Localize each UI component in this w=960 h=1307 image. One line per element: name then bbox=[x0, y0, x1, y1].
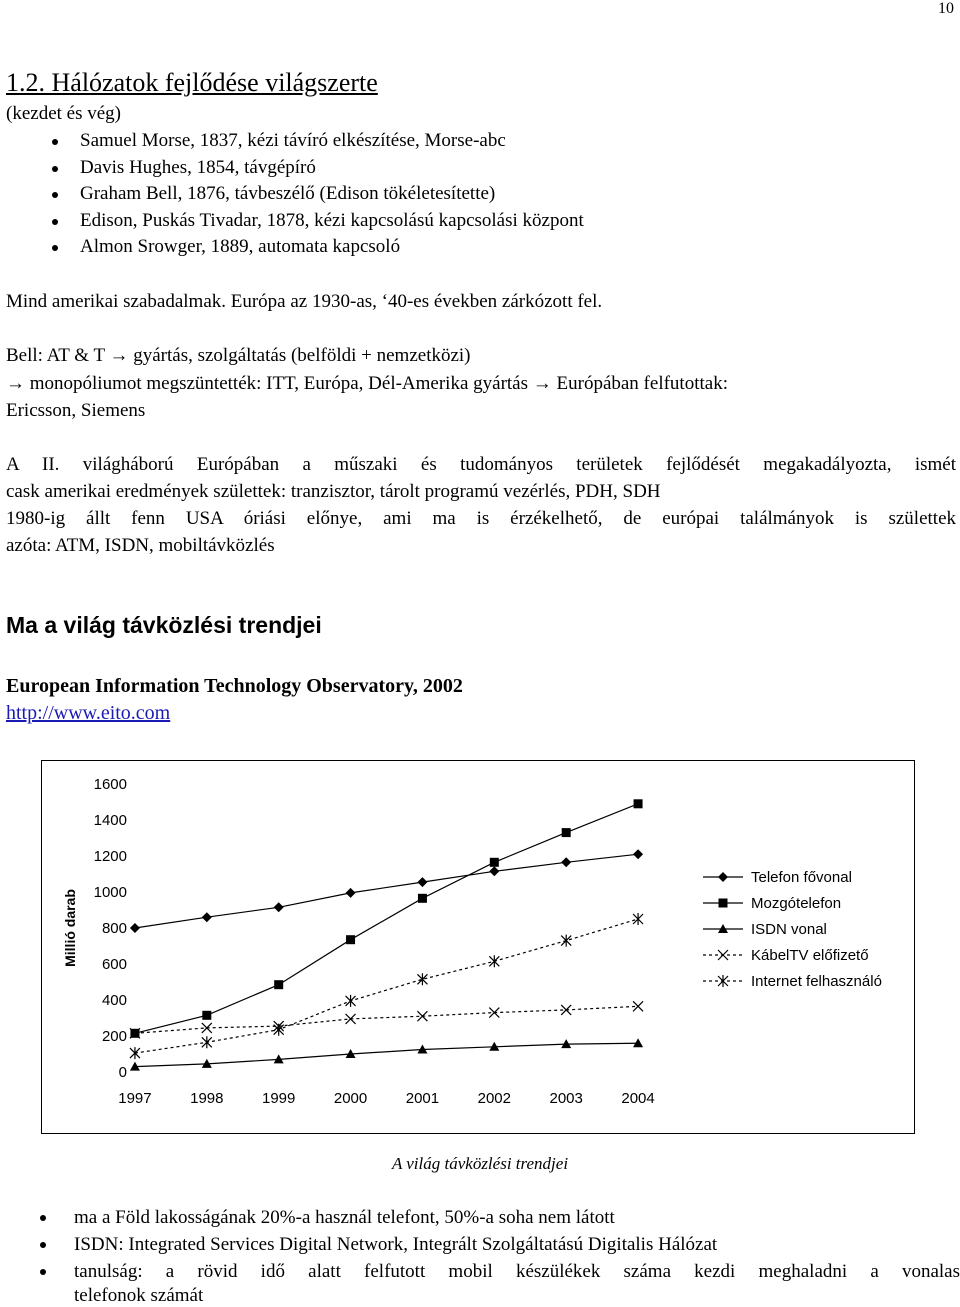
list-item: Davis Hughes, 1854, távgépíró bbox=[0, 155, 584, 182]
y-tick-label: 1600 bbox=[93, 776, 127, 793]
y-tick-label: 0 bbox=[118, 1064, 127, 1081]
y-axis-label: Millió darab bbox=[62, 889, 78, 967]
x-tick-label: 2003 bbox=[549, 1090, 583, 1107]
y-tick-label: 1000 bbox=[93, 884, 127, 901]
y-tick-label: 400 bbox=[101, 992, 127, 1009]
y-tick-label: 600 bbox=[101, 956, 127, 973]
data-point bbox=[562, 828, 571, 837]
list-item: ma a Föld lakosságának 20%-a használ telefont, 50%-a soha nem látott bbox=[0, 1204, 960, 1231]
page-number: 10 bbox=[938, 0, 954, 17]
source-link[interactable]: http://www.eito.com bbox=[6, 702, 171, 724]
y-tick-label: 200 bbox=[101, 1028, 127, 1045]
trend-chart bbox=[41, 760, 916, 1135]
paragraph-1980-line2: azóta: ATM, ISDN, mobiltávközlés bbox=[6, 535, 275, 556]
history-list bbox=[0, 128, 584, 261]
y-tick-label: 1400 bbox=[93, 812, 127, 829]
source-reference: European Information Technology Observatory, 2002 bbox=[6, 675, 463, 697]
paragraph-bell-line1: Bell: AT & T → gyártás, szolgáltatás (belföldi + nemzetközi) bbox=[6, 345, 471, 366]
section-title: Ma a világ távközlési trendjei bbox=[6, 612, 322, 638]
x-tick-label: 2002 bbox=[477, 1090, 511, 1107]
x-tick-label: 1999 bbox=[262, 1090, 296, 1107]
legend-label: Internet felhasználó bbox=[751, 973, 882, 990]
x-tick-label: 2004 bbox=[621, 1090, 655, 1107]
data-point bbox=[202, 1011, 211, 1020]
y-tick-label: 1200 bbox=[93, 848, 127, 865]
data-point bbox=[418, 894, 427, 903]
list-item: Edison, Puskás Tivadar, 1878, kézi kapcsolású kapcsolási központ bbox=[0, 208, 584, 235]
data-point bbox=[490, 858, 499, 867]
x-tick-label: 2001 bbox=[405, 1090, 440, 1107]
legend-label: ISDN vonal bbox=[751, 921, 827, 938]
conclusion-list bbox=[0, 1204, 960, 1285]
x-tick-label: 2000 bbox=[333, 1090, 368, 1107]
data-point bbox=[274, 980, 283, 989]
legend-label: KábelTV előfizető bbox=[751, 947, 869, 964]
paragraph-ww2-line1: A II. világháború Európában a műszaki és tudományos területek fejlődését megakadályozta, ismét bbox=[6, 454, 956, 475]
conclusion-continuation: telefonok számát bbox=[74, 1285, 204, 1306]
paragraph-bell-line3: Ericsson, Siemens bbox=[6, 400, 146, 421]
list-item: Almon Srowger, 1889, automata kapcsoló bbox=[0, 234, 584, 261]
legend-label: Telefon fővonal bbox=[751, 869, 852, 886]
list-item: tanulság: a rövid idő alatt felfutott mobil készülékek száma kezdi meghaladni a vonalas bbox=[0, 1258, 960, 1285]
x-tick-label: 1997 bbox=[118, 1090, 152, 1107]
list-item: ISDN: Integrated Services Digital Network, Integrált Szolgáltatású Digitalis Hálózat bbox=[0, 1231, 960, 1258]
paragraph-bell-line2: → monopóliumot megszüntették: ITT, Európa, Dél-Amerika gyártás → Európában felfutottak: bbox=[6, 373, 728, 394]
chart-caption: A világ távközlési trendjei bbox=[391, 1154, 569, 1173]
paragraph-ww2-line2: cask amerikai eredmények születtek: tranzisztor, tárolt programú vezérlés, PDH, SDH bbox=[6, 481, 661, 502]
list-item: Graham Bell, 1876, távbeszélő (Edison tökéletesítette) bbox=[0, 181, 584, 208]
list-item: Samuel Morse, 1837, kézi távíró elkészítése, Morse-abc bbox=[0, 128, 584, 155]
page-title: 1.2. Hálózatok fejlődése világszerte bbox=[6, 68, 378, 97]
data-point bbox=[634, 799, 643, 808]
paragraph-1980-line1: 1980-ig állt fenn USA óriási előnye, ami ma is érzékelhető, de európai találmányok is születtek bbox=[6, 508, 956, 529]
paragraph-patents: Mind amerikai szabadalmak. Európa az 1930-as, ‘40-es években zárkózott fel. bbox=[6, 291, 603, 312]
x-tick-label: 1998 bbox=[190, 1090, 224, 1107]
data-point bbox=[346, 935, 355, 944]
legend-label: Mozgótelefon bbox=[751, 895, 842, 912]
y-tick-label: 800 bbox=[101, 920, 127, 937]
legend-marker bbox=[719, 899, 728, 908]
subtitle: (kezdet és vég) bbox=[6, 103, 121, 124]
